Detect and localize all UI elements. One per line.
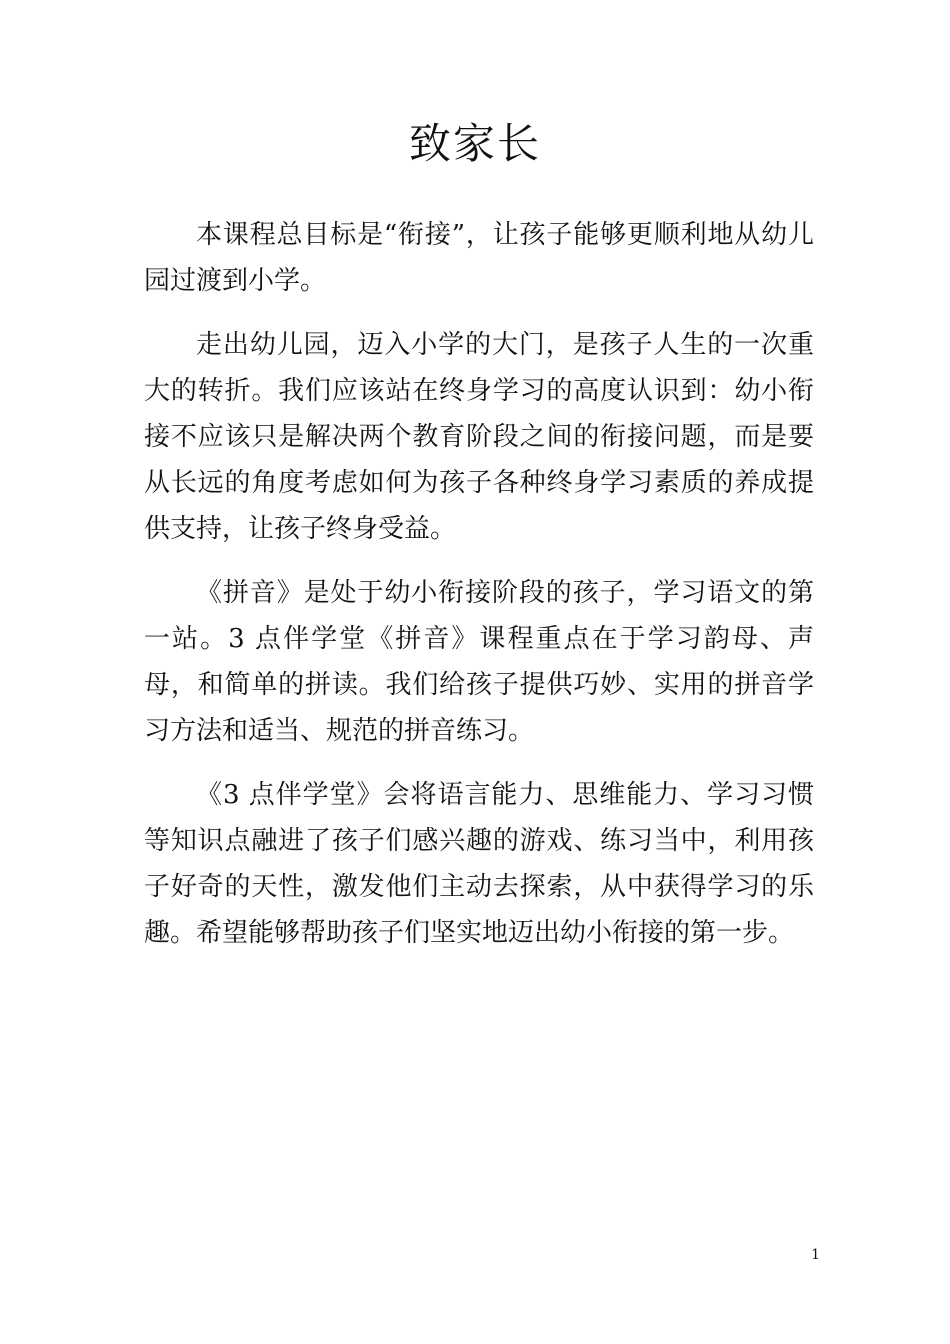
paragraph-2: 走出幼儿园，迈入小学的大门，是孩子人生的一次重大的转折。我们应该站在终身学习的高度认识到：幼小衔接不应该只是解决两个教育阶段之间的衔接问题，而是要从长远的角度考虑如何为孩子各种终身学习素质的养成提供支持，让孩子终身受益。 — [144, 330, 814, 544]
document-body — [144, 212, 814, 974]
paragraph-4: 《3 点伴学堂》会将语言能力、思维能力、学习习惯等知识点融进了孩子们感兴趣的游戏、练习当中，利用孩子好奇的天性，激发他们主动去探索，从中获得学习的乐趣。希望能够帮助孩子们坚实地迈出幼小衔接的第一步。 — [144, 780, 814, 948]
paragraph-3: 《拼音》是处于幼小衔接阶段的孩子，学习语文的第一站。3 点伴学堂《拼音》课程重点在于学习韵母、声母，和简单的拼读。我们给孩子提供巧妙、实用的拼音学习方法和适当、规范的拼音练习。 — [144, 578, 814, 746]
paragraph-1: 本课程总目标是“衔接”，让孩子能够更顺利地从幼儿园过渡到小学。 — [144, 220, 814, 296]
page-number: 1 — [811, 1247, 820, 1263]
page-title: 致家长 — [408, 119, 541, 168]
